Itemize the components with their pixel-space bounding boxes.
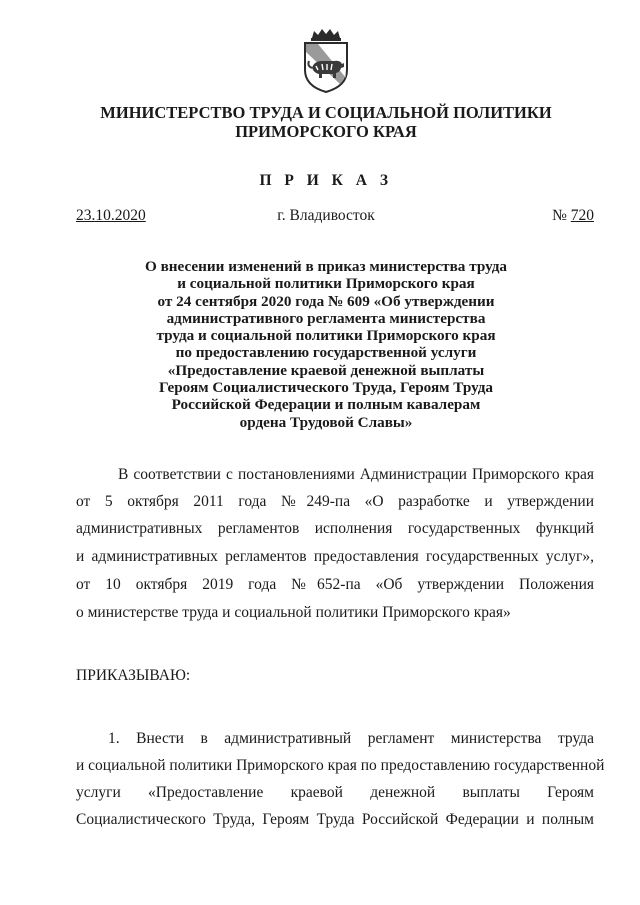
order-city: г. Владивосток <box>277 207 375 224</box>
ministry-name-line-1: МИНИСТЕРСТВО ТРУДА И СОЦИАЛЬНОЙ ПОЛИТИКИ <box>100 103 552 122</box>
order-number-value: 720 <box>570 207 594 224</box>
coat-of-arms-icon <box>300 28 352 94</box>
preamble-line: о министерстве труда и социальной политики Приморского края» <box>76 604 511 621</box>
order-number-prefix: № <box>552 207 571 224</box>
item-line: и социальной политики Приморского края по предоставлению государственной <box>76 757 605 774</box>
subject-line: Героям Социалистического Труда, Героям Труда <box>158 379 494 397</box>
document-type-heading: П Р И К А З <box>259 172 393 189</box>
item-line: Социалистического Труда, Героям Труда Российской Федерации и полным <box>76 811 594 828</box>
ministry-name-line-2: ПРИМОРСКОГО КРАЯ <box>235 122 417 141</box>
subject-line: Российской Федерации и полным кавалерам <box>171 396 481 414</box>
order-subject <box>76 258 576 431</box>
subject-line: от 24 сентября 2020 года № 609 «Об утверждении <box>157 292 495 310</box>
subject-line: «Предоставление краевой денежной выплаты <box>167 361 485 379</box>
preamble-line: от 10 октября 2019 года №652-па «Об утверждении Положения <box>76 576 594 593</box>
preamble-line: В соответствии с постановлениями Администрации Приморского края <box>118 466 594 483</box>
subject-line: административного регламента министерства <box>166 309 486 327</box>
preamble-line: административных регламентов исполнения государственных функций <box>76 520 594 537</box>
order-directive-word: ПРИКАЗЫВАЮ: <box>76 667 191 684</box>
subject-line: и социальной политики Приморского края <box>177 275 475 293</box>
order-date: 23.10.2020 <box>76 207 146 224</box>
preamble-line: от 5 октября 2011 года №249-па «О разработке и утверждении <box>76 493 594 510</box>
subject-line: О внесении изменений в приказ министерства труда <box>144 258 507 275</box>
subject-line: по предоставлению государственной услуги <box>175 344 477 362</box>
item-line: услуги «Предоставление краевой денежной выплаты Героям <box>76 784 594 801</box>
subject-line: ордена Трудовой Славы» <box>239 413 413 431</box>
item-line: 1. Внести в административный регламент министерства труда <box>108 730 594 747</box>
subject-line: труда и социальной политики Приморского края <box>156 327 496 345</box>
preamble-line: и административных регламентов предоставления государственных услуг», <box>76 548 594 565</box>
order-number <box>552 207 594 225</box>
